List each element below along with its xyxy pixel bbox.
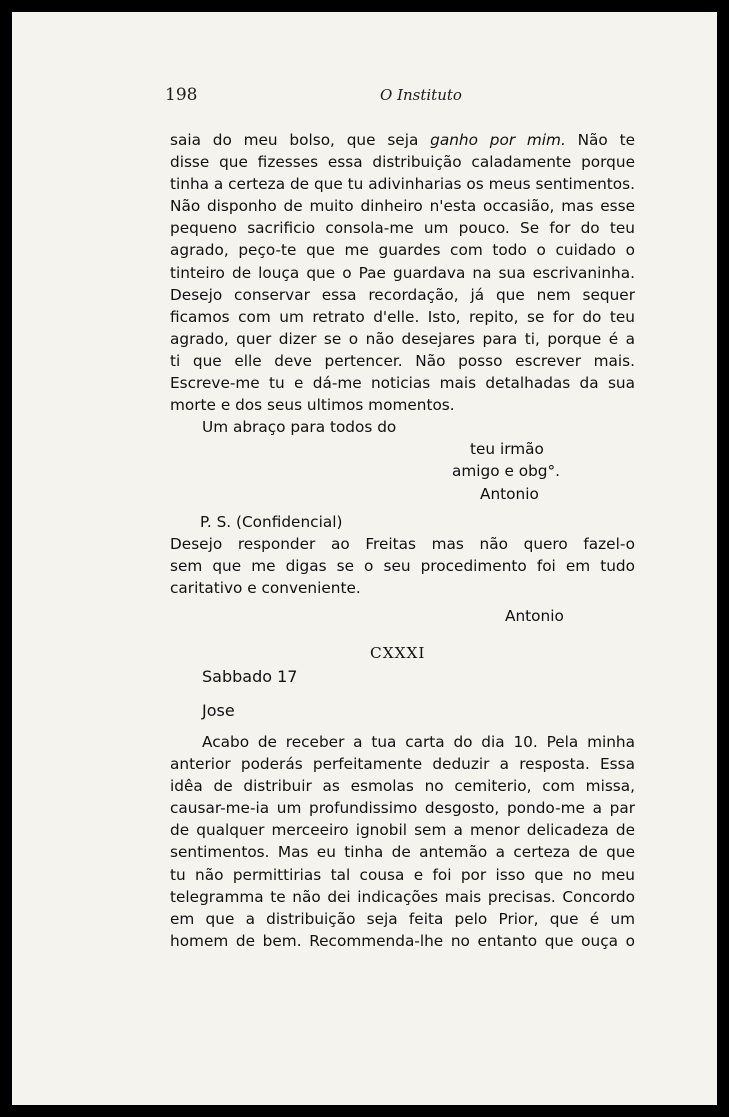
signature: Antonio: [480, 484, 539, 503]
text-line: morte e dos seus ultimos momentos.: [170, 396, 455, 415]
text-line: idêa de distribuir as esmolas no cemiterio, com missa,: [170, 777, 635, 796]
text-line: Escreve-me tu e dá-me noticias mais detalhadas da sua: [170, 374, 635, 393]
text-line: sem que me digas se o seu procedimento foi em tudo: [170, 557, 635, 576]
text-line: agrado, peço-te que me guardes com todo o cuidado o: [170, 241, 635, 260]
postscript-heading: P. S. (Confidencial): [200, 513, 343, 531]
letter-body-2: [170, 642, 635, 722]
text-line: homem de bem. Recommenda-lhe no entanto que ouça o: [170, 931, 635, 950]
text-line: tu não permittirias tal cousa e foi por isso que no meu: [170, 865, 635, 884]
closing-line: amigo e obg°.: [452, 462, 561, 481]
text-line: saia do meu bolso, que seja ganho por mim. Não te: [170, 131, 635, 149]
text-line: tinha a certeza de que tu adivinharias os meus sentimentos.: [170, 175, 635, 194]
page-number: 198: [165, 85, 198, 105]
text-line: Não disponho de muito dinheiro n'esta occasião, mas esse: [170, 197, 635, 216]
text-line: disse que fizesses essa distribuição caladamente porque: [170, 153, 635, 172]
italic-phrase: ganho por mim.: [430, 131, 566, 149]
text-line: ti que elle deve pertencer. Não posso escrever mais.: [170, 351, 635, 370]
letter-body-2-text: [170, 731, 635, 952]
closing-line: teu irmão: [470, 440, 544, 459]
text-line: Desejo responder ao Freitas mas não quero fazel-o: [170, 535, 635, 554]
text-line: sentimentos. Mas eu tinha de antemão a certeza de que: [170, 843, 635, 862]
text-line: ficamos com um retrato d'elle. Isto, repito, se for do teu: [170, 307, 635, 326]
postscript-signature: Antonio: [505, 607, 564, 626]
text-line: anterior poderás perfeitamente deduzir a resposta. Essa: [170, 755, 635, 774]
postscript: [170, 511, 635, 627]
text-line: telegramma te não dei indicações mais precisas. Concordo: [170, 887, 635, 906]
page-header: [165, 78, 635, 108]
text-line: Acabo de receber a tua carta do dia 10. Pela minha: [202, 733, 635, 751]
letter-body-1: [170, 129, 635, 505]
letter-date: Sabbado 17: [202, 667, 298, 687]
letter-number: CXXXI: [370, 644, 426, 662]
letter-addressee: Jose: [202, 701, 235, 721]
text-line: causar-me-ia um profundissimo desgosto, pondo-me a par: [170, 799, 635, 818]
book-page: [12, 12, 717, 1105]
text-line: Desejo conservar essa recordação, já que nem sequer: [170, 285, 635, 304]
text-line: tinteiro de louça que o Pae guardava na sua escrivaninha.: [170, 263, 635, 282]
greeting-line: Um abraço para todos do: [202, 418, 397, 437]
text-line: agrado, quer dizer se o não desejares para ti, porque é a: [170, 329, 635, 348]
text-line: de qualquer merceeiro ignobil sem a menor delicadeza de: [170, 821, 635, 840]
running-title: O Instituto: [380, 86, 462, 104]
text-line: pequeno sacrificio consola-me um pouco. Se for do teu: [170, 219, 635, 238]
text-line: caritativo e conveniente.: [170, 579, 361, 598]
text-line: em que a distribuição seja feita pelo Prior, que é um: [170, 909, 635, 928]
